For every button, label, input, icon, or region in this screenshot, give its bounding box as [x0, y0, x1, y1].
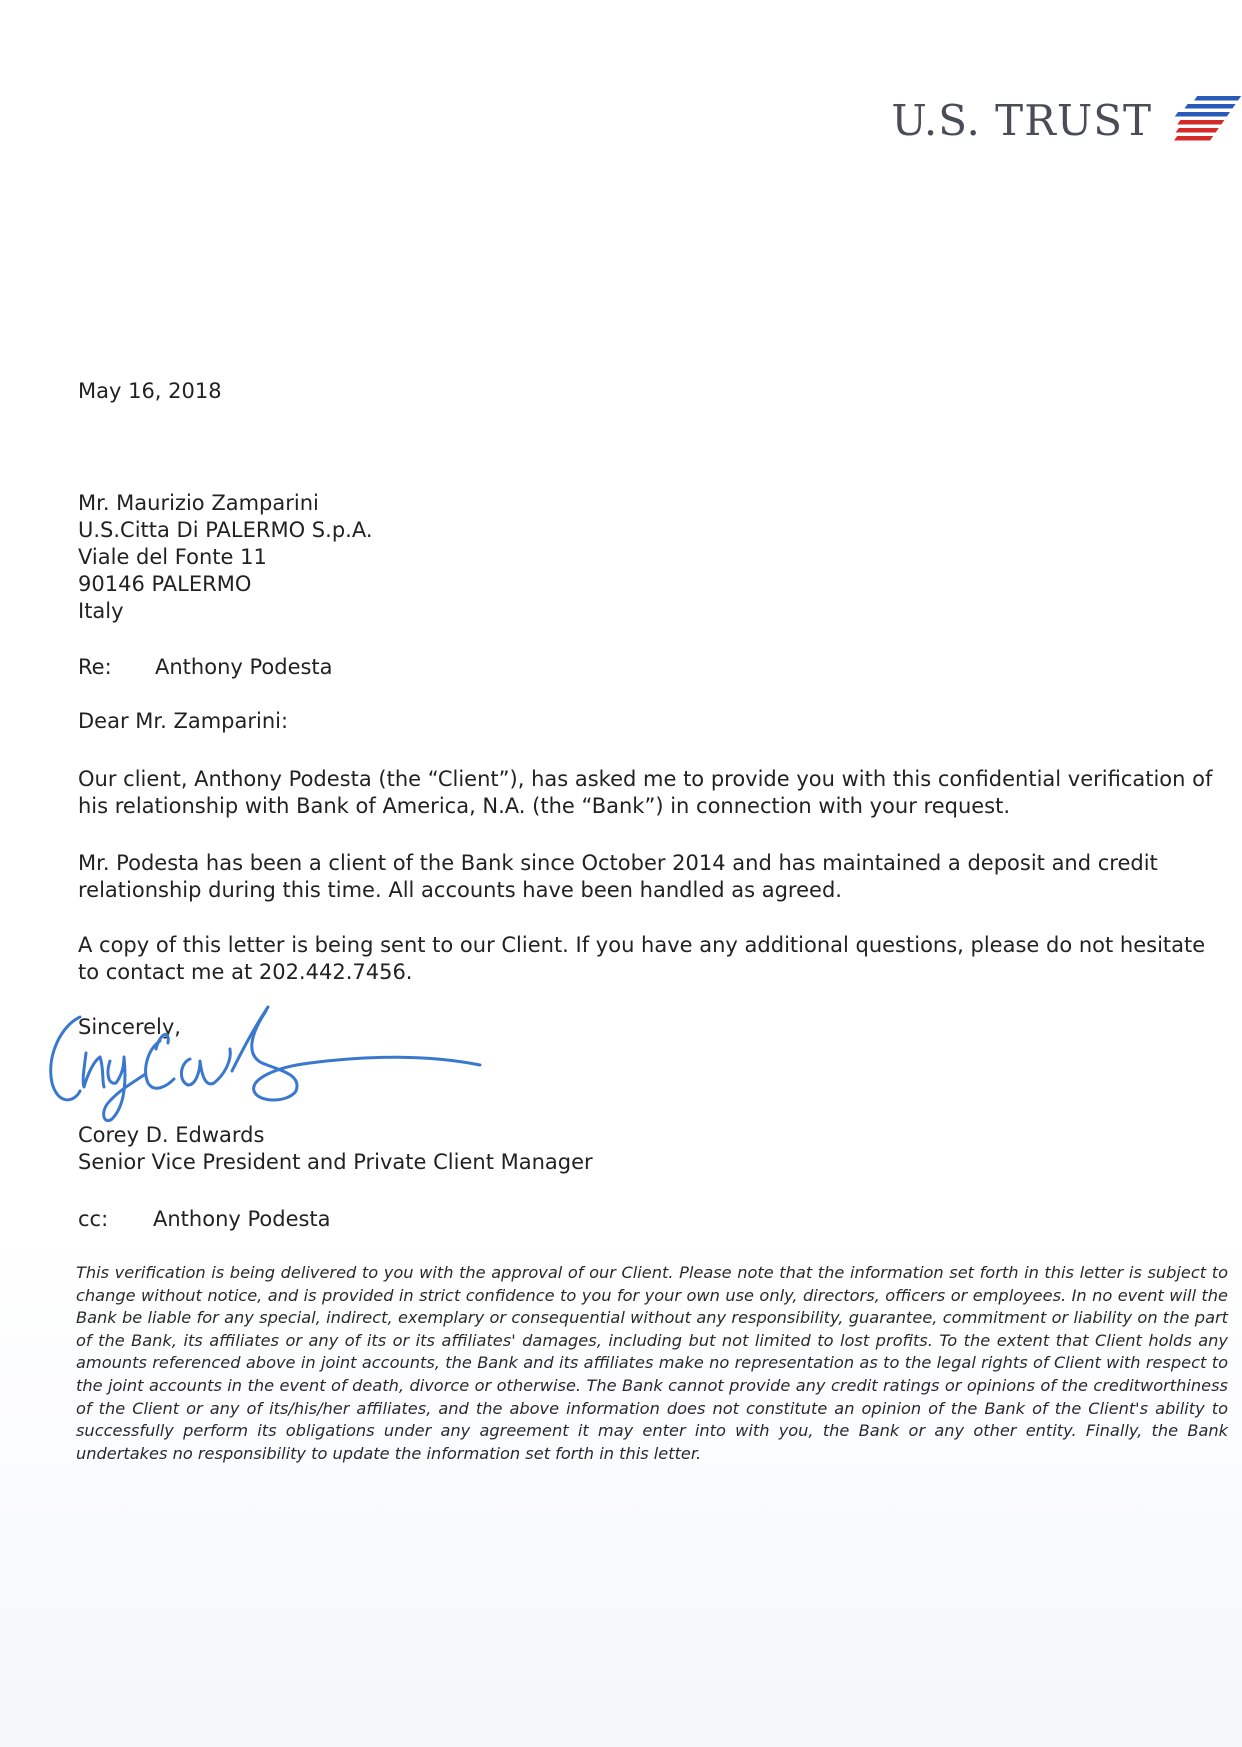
recipient-line: U.S.Citta Di PALERMO S.p.A.: [78, 518, 373, 542]
handwritten-signature: [40, 995, 510, 1125]
cc-label: cc:: [78, 1207, 109, 1231]
body-paragraph: Our client, Anthony Podesta (the “Client”), has asked me to provide you with this confidential verification of his relationship with Bank of America, N.A. (the “Bank”) in connection with your request.: [78, 767, 1213, 818]
signer-name: Corey D. Edwards: [78, 1123, 265, 1147]
cc-value: Anthony Podesta: [153, 1207, 331, 1231]
cc-line: [78, 1206, 331, 1233]
us-trust-logo: [891, 92, 1242, 152]
recipient-line: Mr. Maurizio Zamparini: [78, 491, 319, 515]
re-line: [78, 654, 333, 681]
re-label: Re:: [78, 655, 112, 679]
flag-logo-icon: [1156, 92, 1242, 142]
signer-title: Senior Vice President and Private Client Manager: [78, 1150, 593, 1174]
body-paragraph: A copy of this letter is being sent to our Client. If you have any additional questions, please do not hesitate to contact me at 202.442.7456.: [78, 933, 1206, 984]
signer-block: [78, 1122, 593, 1176]
recipient-line: Viale del Fonte 11: [78, 545, 267, 569]
letter-date: May 16, 2018: [78, 379, 222, 403]
salutation: Dear Mr. Zamparini:: [78, 709, 289, 733]
legal-disclaimer: This verification is being delivered to you with the approval of our Client. Please note that the information set forth in this letter is subject to change without notice, and is provided in strict confidence to you for your own use only, directors, officers or employees. In no event will the Bank be liable for any special, indirect, exemplary or consequential without any responsibility, guarantee, commitment or liability on the part of the Bank, its affiliates or any of its or its affiliates' damages, including but not limited to lost profits. To the extent that Client holds any amounts referenced above in joint accounts, the Bank and its affiliates make no representation as to the legal rights of Client with respect to the joint accounts in the event of death, divorce or otherwise. The Bank cannot provide any credit ratings or opinions of the creditworthiness of the Client or any of its/his/her affiliates, and the above information does not constitute an opinion of the Bank of the Client's ability to successfully perform its obligations under any agreement it may enter into with you, the Bank or any other entity. Finally, the Bank undertakes no responsibility to update the information set forth in this letter.: [76, 1263, 1228, 1463]
closing: Sincerely,: [78, 1015, 181, 1039]
re-value: Anthony Podesta: [155, 655, 333, 679]
recipient-line: Italy: [78, 599, 124, 623]
recipient-address: [78, 490, 373, 625]
logo-wordmark: U.S. TRUST: [891, 96, 1152, 145]
recipient-line: 90146 PALERMO: [78, 572, 252, 596]
body-paragraph: Mr. Podesta has been a client of the Bank since October 2014 and has maintained a deposit and credit relationship during this time. All accounts have been handled as agreed.: [78, 851, 1158, 902]
